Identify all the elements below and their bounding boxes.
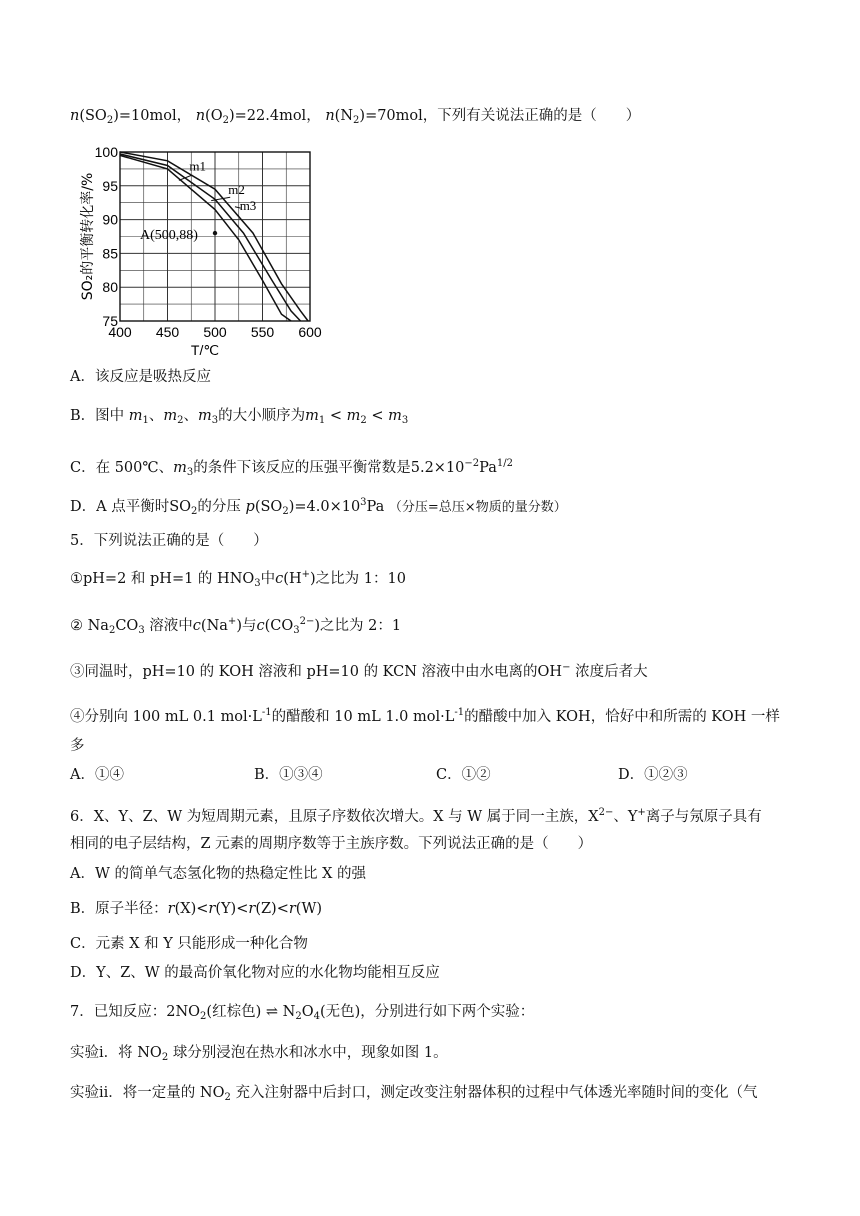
q6-stem-1: 6．X、Y、Z、W 为短周期元素，且原子序数依次增大。X 与 W 属于同一主族，$X^{2-}$、Y+离子与氖原子具有 <box>70 807 762 825</box>
series-label: m2 <box>228 181 245 197</box>
q4-option-b: B．图中 $m_1$、$m_2$、$m_3$的大小顺序为$m_1 < m_2 < m_3$ <box>70 408 409 426</box>
point-a-marker <box>213 231 217 235</box>
q7-experiment-2: 实验ⅱ．将一定量的 $NO_2$ 充入注射器中后封口，测定改变注射器体积的过程中气体透光率随时间的变化（气 <box>70 1085 758 1103</box>
x-tick-label: 500 <box>203 324 227 340</box>
x-tick-label: 600 <box>298 324 322 340</box>
q7-experiment-1: 实验ⅰ．将 $NO_2$ 球分别浸泡在热水和冰水中，现象如图 1。 <box>70 1045 448 1063</box>
x-axis-label: T/℃ <box>190 342 220 358</box>
q5-statement-4: ④分别向 100 mL 0.1 $mol\cdot L^{-1}$的醋酸和 10 mL 1.0 $mol\cdot L^{-1}$的醋酸中加入 KOH，恰好中和所需的 KOH 一样 <box>70 707 780 725</box>
q5-option-d: D．①②③ <box>618 767 688 783</box>
point-a-label: A(500,88) <box>140 228 198 244</box>
q6-option-a: A．W 的简单气态氢化物的热稳定性比 X 的强 <box>70 866 367 882</box>
series-label: m1 <box>189 158 206 174</box>
q4-stem-line: $n(SO_2)=10mol$， $n(O_2)=22.4mol$， $n(N_2)=70mol$，下列有关说法正确的是（ ） <box>70 108 641 126</box>
q5-statement-4-cont: 多 <box>70 738 85 754</box>
y-tick-label: 75 <box>102 313 118 329</box>
q6-option-b: B．原子半径：r(X)<r(Y)<r(Z)<r(W) <box>70 901 323 917</box>
chart-ticks <box>95 144 322 340</box>
y-tick-label: 100 <box>94 144 118 160</box>
q6-stem-2: 相同的电子层结构，Z 元素的周期序数等于主族序数。下列说法正确的是（ ） <box>70 836 593 852</box>
x-tick-label: 450 <box>155 324 180 340</box>
q5-option-c: C．①② <box>436 767 491 783</box>
q6-option-d: D．Y、Z、W 的最高价氧化物对应的水化物均能相互反应 <box>70 965 440 981</box>
q5-option-a: A．①④ <box>70 767 124 783</box>
x-tick-label: 550 <box>250 324 275 340</box>
q5-statement-2: ② $Na_2CO_3$ 溶液中c(Na+)与$c(CO_3^{2-})$之比为 2：1 <box>70 616 402 636</box>
q6-option-c: C．元素 X 和 Y 只能形成一种化合物 <box>70 936 308 952</box>
y-axis-label: SO₂的平衡转化率/% <box>80 172 96 301</box>
q4-option-c: C．在 500℃、$m_3$的条件下该反应的压强平衡常数是$5.2\times 10^{-2}Pa^{1/2}$ <box>70 458 513 478</box>
q5-option-b: B．①③④ <box>254 767 323 783</box>
q5-stem: 5．下列说法正确的是（ ） <box>70 533 268 549</box>
x-tick-label: 400 <box>108 324 132 340</box>
y-tick-label: 95 <box>102 177 118 194</box>
q4-option-d: D．A 点平衡时$SO_2$的分压 $p(SO_2)=4.0\times 10^3Pa$ （分压=总压×物质的量分数） <box>70 497 567 517</box>
so2-conversion-chart <box>70 138 330 360</box>
y-tick-label: 85 <box>102 245 118 262</box>
y-tick-label: 90 <box>102 211 118 228</box>
q5-statement-1: ①pH=2 和 pH=1 的 $HNO_3$中c(H+)之比为 1：10 <box>70 569 406 589</box>
q5-statement-3: ③同温时，pH=10 的 KOH 溶液和 pH=10 的 KCN 溶液中由水电离的OH− 浓度后者大 <box>70 662 648 680</box>
y-tick-label: 80 <box>102 279 118 296</box>
series-label: m3 <box>239 198 257 214</box>
q7-stem: 7．已知反应：$2NO_2$(红棕色) ⇌ $N_2O_4$(无色)，分别进行如下两个实验： <box>70 1004 535 1022</box>
q4-option-a: A．该反应是吸热反应 <box>70 369 211 385</box>
